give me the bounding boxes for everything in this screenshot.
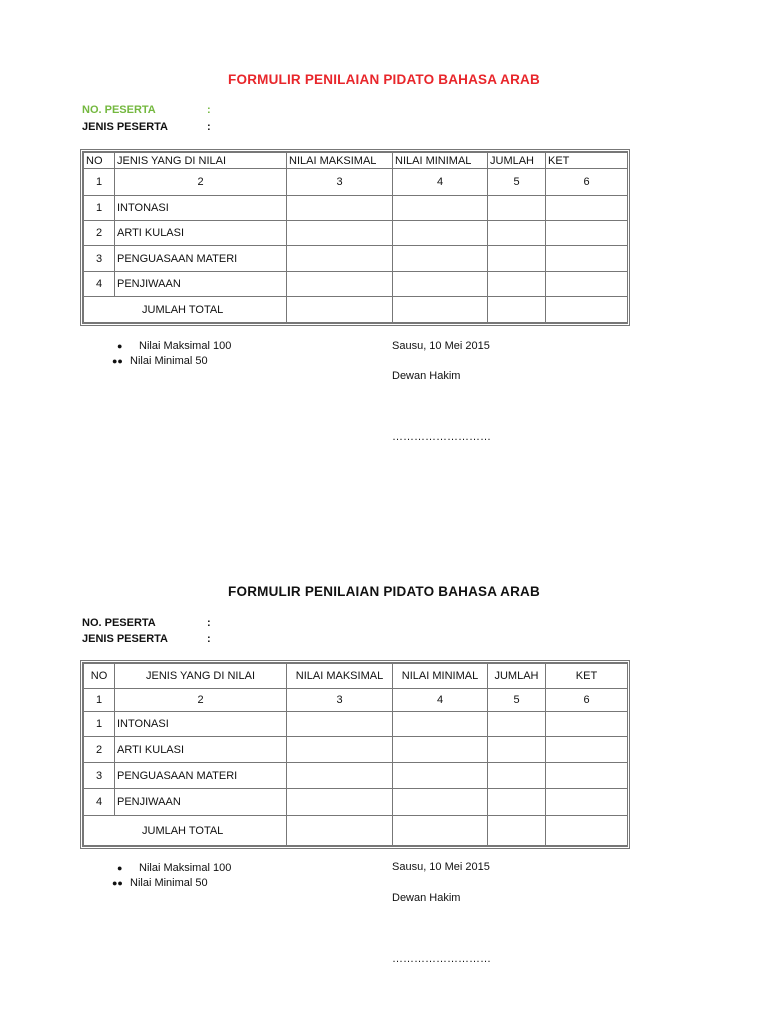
row-number: 1	[84, 712, 115, 737]
signature-line: ………………………	[392, 431, 491, 443]
score-min-cell[interactable]	[393, 196, 488, 221]
signer-title: Dewan Hakim	[392, 892, 461, 904]
score-min-cell[interactable]	[393, 789, 488, 816]
score-sum-cell[interactable]	[488, 763, 546, 789]
column-number: 1	[84, 169, 115, 196]
column-number: 1	[84, 689, 115, 712]
score-min-cell[interactable]	[393, 712, 488, 737]
remark-cell[interactable]	[546, 763, 628, 789]
header-cell: JUMLAH	[488, 153, 546, 169]
no-peserta-colon: :	[207, 617, 211, 629]
score-min-cell[interactable]	[393, 763, 488, 789]
total-sum-cell[interactable]	[488, 297, 546, 323]
header-cell: NO	[84, 153, 115, 169]
score-max-cell[interactable]	[287, 737, 393, 763]
table-row	[84, 272, 628, 297]
score-sum-cell[interactable]	[488, 221, 546, 246]
signer-title: Dewan Hakim	[392, 370, 461, 382]
remark-cell[interactable]	[546, 712, 628, 737]
assessment-table	[80, 660, 630, 849]
score-sum-cell[interactable]	[488, 737, 546, 763]
column-number-row	[84, 169, 628, 196]
score-max-cell[interactable]	[287, 789, 393, 816]
column-number: 4	[393, 689, 488, 712]
form-title: FORMULIR PENILAIAN PIDATO BAHASA ARAB	[228, 584, 540, 599]
table-row	[84, 196, 628, 221]
criterion-label: INTONASI	[115, 712, 287, 737]
header-cell: NILAI MAKSIMAL	[287, 664, 393, 689]
jenis-peserta-field	[82, 633, 211, 645]
header-cell: NILAI MINIMAL	[393, 153, 488, 169]
criterion-label: PENGUASAAN MATERI	[115, 246, 287, 272]
criterion-label: PENJIWAAN	[115, 789, 287, 816]
note-item	[112, 876, 231, 891]
form-title: FORMULIR PENILAIAN PIDATO BAHASA ARAB	[228, 72, 540, 87]
no-peserta-label: NO. PESERTA	[82, 104, 156, 116]
row-number: 2	[84, 221, 115, 246]
jenis-peserta-label: JENIS PESERTA	[82, 121, 168, 133]
column-number: 3	[287, 689, 393, 712]
header-cell: NO	[84, 664, 115, 689]
total-min-cell[interactable]	[393, 297, 488, 323]
column-number: 6	[546, 689, 628, 712]
jenis-peserta-colon: :	[207, 121, 211, 133]
score-max-cell[interactable]	[287, 272, 393, 297]
header-cell: JENIS YANG DI NILAI	[115, 664, 287, 689]
note-item	[112, 861, 231, 876]
score-min-cell[interactable]	[393, 272, 488, 297]
criterion-label: PENJIWAAN	[115, 272, 287, 297]
place-date: Sausu, 10 Mei 2015	[392, 861, 490, 873]
remark-cell[interactable]	[546, 789, 628, 816]
signature-line: ………………………	[392, 953, 491, 965]
table-row	[84, 221, 628, 246]
score-sum-cell[interactable]	[488, 196, 546, 221]
column-number: 2	[115, 689, 287, 712]
bullet-icon: ●	[117, 863, 123, 873]
total-row	[84, 297, 628, 323]
total-min-cell[interactable]	[393, 816, 488, 846]
double-bullet-icon: ●●	[112, 356, 123, 366]
total-max-cell[interactable]	[287, 816, 393, 846]
column-number: 3	[287, 169, 393, 196]
table-row	[84, 737, 628, 763]
column-number: 4	[393, 169, 488, 196]
row-number: 3	[84, 763, 115, 789]
criterion-label: ARTI KULASI	[115, 737, 287, 763]
column-number-row	[84, 689, 628, 712]
remark-cell[interactable]	[546, 737, 628, 763]
no-peserta-field	[82, 104, 211, 116]
score-sum-cell[interactable]	[488, 246, 546, 272]
table-header-row	[84, 664, 628, 689]
notes-list	[112, 339, 231, 369]
header-cell: KET	[546, 664, 628, 689]
note-min: Nilai Minimal 50	[130, 355, 208, 367]
double-bullet-icon: ●●	[112, 878, 123, 888]
row-number: 4	[84, 272, 115, 297]
note-min: Nilai Minimal 50	[130, 877, 208, 889]
total-row	[84, 816, 628, 846]
header-cell: NILAI MAKSIMAL	[287, 153, 393, 169]
score-max-cell[interactable]	[287, 196, 393, 221]
criterion-label: PENGUASAAN MATERI	[115, 763, 287, 789]
total-max-cell[interactable]	[287, 297, 393, 323]
table-row	[84, 712, 628, 737]
score-max-cell[interactable]	[287, 221, 393, 246]
score-min-cell[interactable]	[393, 246, 488, 272]
notes-list	[112, 861, 231, 891]
bullet-icon: ●	[117, 341, 123, 351]
total-remark-cell[interactable]	[546, 816, 628, 846]
header-cell: JENIS YANG DI NILAI	[115, 153, 287, 169]
column-number: 5	[488, 689, 546, 712]
remark-cell[interactable]	[546, 246, 628, 272]
header-cell: KET	[546, 153, 628, 169]
row-number: 3	[84, 246, 115, 272]
assessment-table	[80, 149, 630, 326]
no-peserta-label: NO. PESERTA	[82, 617, 156, 629]
place-date: Sausu, 10 Mei 2015	[392, 340, 490, 352]
total-label: JUMLAH TOTAL	[84, 816, 287, 846]
remark-cell[interactable]	[546, 221, 628, 246]
table-row	[84, 763, 628, 789]
note-item	[112, 339, 231, 354]
remark-cell[interactable]	[546, 196, 628, 221]
criterion-label: ARTI KULASI	[115, 221, 287, 246]
score-max-cell[interactable]	[287, 763, 393, 789]
column-number: 2	[115, 169, 287, 196]
row-number: 1	[84, 196, 115, 221]
jenis-peserta-field	[82, 121, 211, 133]
score-sum-cell[interactable]	[488, 789, 546, 816]
note-item	[112, 354, 231, 369]
table-row	[84, 789, 628, 816]
score-min-cell[interactable]	[393, 221, 488, 246]
score-sum-cell[interactable]	[488, 272, 546, 297]
column-number: 6	[546, 169, 628, 196]
row-number: 4	[84, 789, 115, 816]
column-number: 5	[488, 169, 546, 196]
total-sum-cell[interactable]	[488, 816, 546, 846]
header-cell: JUMLAH	[488, 664, 546, 689]
header-cell: NILAI MINIMAL	[393, 664, 488, 689]
jenis-peserta-colon: :	[207, 633, 211, 645]
note-max: Nilai Maksimal 100	[139, 340, 232, 352]
note-max: Nilai Maksimal 100	[139, 862, 232, 874]
criterion-label: INTONASI	[115, 196, 287, 221]
table-row	[84, 246, 628, 272]
no-peserta-colon: :	[207, 104, 211, 116]
total-label: JUMLAH TOTAL	[84, 297, 287, 323]
table-header-row	[84, 153, 628, 169]
total-remark-cell[interactable]	[546, 297, 628, 323]
score-max-cell[interactable]	[287, 712, 393, 737]
score-min-cell[interactable]	[393, 737, 488, 763]
score-sum-cell[interactable]	[488, 712, 546, 737]
row-number: 2	[84, 737, 115, 763]
jenis-peserta-label: JENIS PESERTA	[82, 633, 168, 645]
score-max-cell[interactable]	[287, 246, 393, 272]
remark-cell[interactable]	[546, 272, 628, 297]
no-peserta-field	[82, 617, 211, 629]
